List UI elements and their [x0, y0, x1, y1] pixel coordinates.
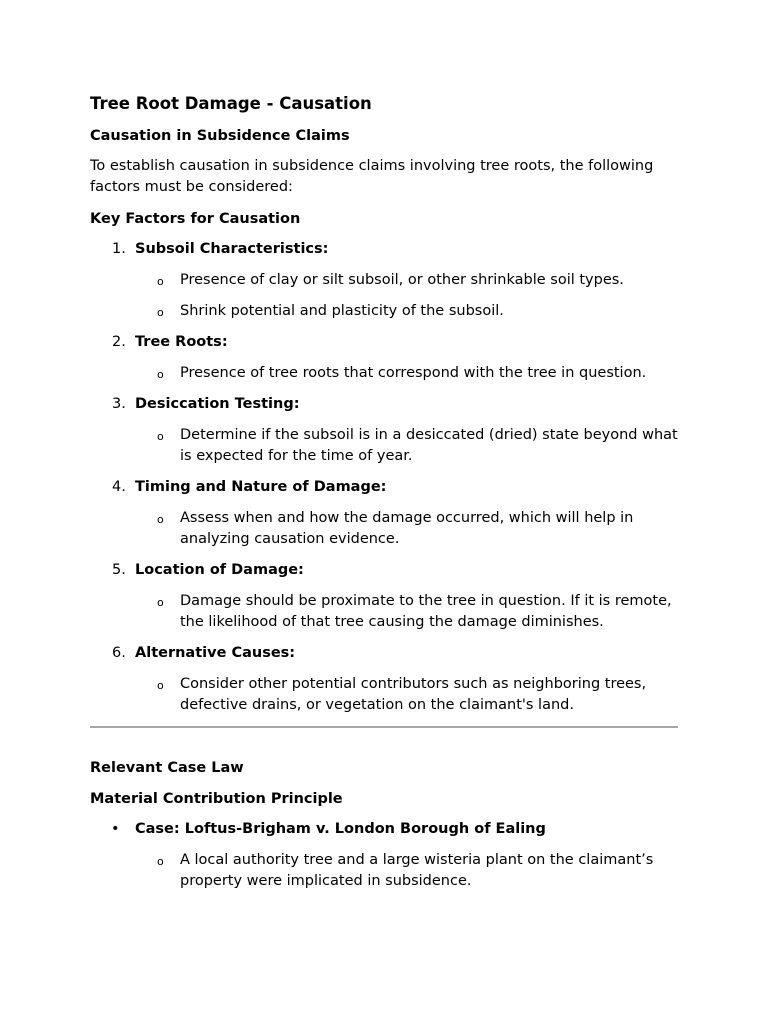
factor-heading: [90, 394, 678, 415]
factor-heading: [90, 560, 678, 581]
circle-bullet-icon: o: [157, 368, 164, 381]
factor-title: Desiccation Testing:: [135, 396, 300, 412]
factor-point: [90, 363, 678, 384]
section-heading-case-law: Relevant Case Law: [90, 760, 244, 776]
factor-point-text: Shrink potential and plasticity of the subsoil.: [180, 303, 504, 319]
case-points: [90, 850, 678, 892]
factor-points: [90, 591, 678, 633]
factor-title: Location of Damage:: [135, 562, 304, 578]
factor-points: [90, 674, 678, 716]
factor-point: [90, 301, 678, 322]
factor-number: 6.: [112, 645, 126, 661]
factor-number: 5.: [112, 562, 126, 578]
factor-points: [90, 363, 678, 384]
factor-heading: [90, 239, 678, 260]
document-title: Tree Root Damage - Causation: [90, 94, 372, 113]
factor-heading: [90, 332, 678, 353]
factor-title: Alternative Causes:: [135, 645, 296, 661]
case-point: [90, 850, 678, 892]
factor-points: [90, 508, 678, 550]
circle-bullet-icon: o: [157, 513, 164, 526]
intro-paragraph: To establish causation in subsidence claims involving tree roots, the following factors must be considered:: [90, 158, 654, 195]
factor-number: 4.: [112, 479, 126, 495]
section-heading-material-contribution: Material Contribution Principle: [90, 791, 343, 807]
factor-heading: [90, 477, 678, 498]
factor-point: [90, 270, 678, 291]
factor-item: [90, 239, 678, 322]
factor-point-text: Presence of tree roots that correspond with the tree in question.: [180, 365, 647, 381]
circle-bullet-icon: o: [157, 275, 164, 288]
factor-number: 2.: [112, 334, 126, 350]
circle-bullet-icon: o: [157, 679, 164, 692]
factor-point-text: Presence of clay or silt subsoil, or other shrinkable soil types.: [180, 272, 624, 288]
circle-bullet-icon: o: [157, 306, 164, 319]
circle-bullet-icon: o: [157, 596, 164, 609]
factor-point-text: Assess when and how the damage occurred, which will help in analyzing causation evidence.: [180, 510, 634, 547]
factor-item: [90, 332, 678, 384]
factor-title: Timing and Nature of Damage:: [135, 479, 387, 495]
factor-number: 1.: [112, 241, 126, 257]
factor-heading: [90, 643, 678, 664]
section-heading-causation: Causation in Subsidence Claims: [90, 128, 350, 144]
factor-point-text: Determine if the subsoil is in a desiccated (dried) state beyond what is expected for the time of year.: [180, 427, 678, 464]
factor-point: [90, 425, 678, 467]
document-page: [90, 92, 678, 892]
factor-title: Subsoil Characteristics:: [135, 241, 329, 257]
bullet-icon: •: [111, 821, 120, 837]
factor-number: 3.: [112, 396, 126, 412]
factor-point: [90, 591, 678, 633]
factor-list: [90, 239, 678, 716]
section-heading-key-factors: Key Factors for Causation: [90, 211, 301, 227]
factor-item: [90, 560, 678, 633]
factor-point-text: Damage should be proximate to the tree in question. If it is remote, the likelihood of that tree causing the damage diminishes.: [180, 593, 672, 630]
factor-item: [90, 477, 678, 550]
circle-bullet-icon: o: [157, 855, 164, 868]
factor-title: Tree Roots:: [135, 334, 228, 350]
case-item: [90, 819, 678, 840]
section-divider: [90, 726, 678, 728]
factor-points: [90, 270, 678, 322]
case-title: Case: Loftus-Brigham v. London Borough of Ealing: [135, 821, 546, 837]
factor-point-text: Consider other potential contributors such as neighboring trees, defective drains, or vegetation on the claimant's land.: [180, 676, 647, 713]
factor-item: [90, 394, 678, 467]
factor-point: [90, 508, 678, 550]
factor-point: [90, 674, 678, 716]
case-point-text: A local authority tree and a large wisteria plant on the claimant’s property were implicated in subsidence.: [180, 852, 654, 889]
factor-item: [90, 643, 678, 716]
circle-bullet-icon: o: [157, 430, 164, 443]
factor-points: [90, 425, 678, 467]
